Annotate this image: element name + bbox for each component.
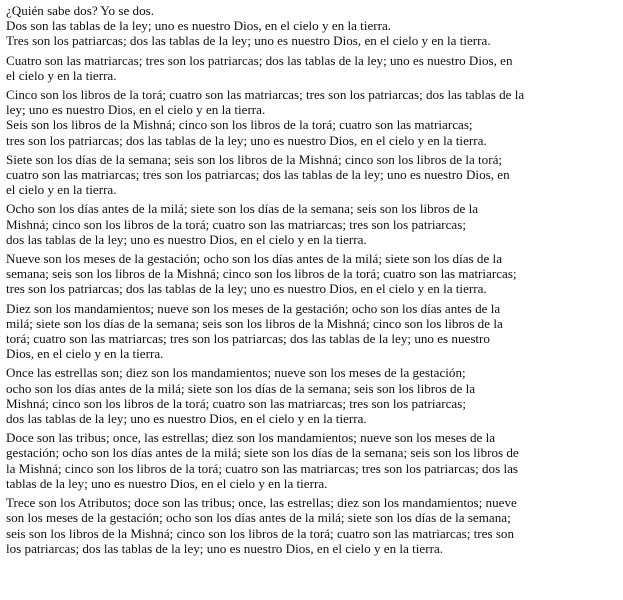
paragraph-line: Siete son los días de la semana; seis son los libros de la Mishná; cinco son los libros de la torá; (6, 151, 503, 167)
paragraph-line: tablas de la ley; uno es nuestro Dios, en el cielo y en la tierra. (6, 475, 328, 491)
paragraph-line: la Mishná; cinco son los libros de la torá; cuatro son las matriarcas; tres son los patriarcas; dos las (6, 460, 518, 476)
paragraph-line: Doce son las tribus; once, las estrellas; diez son los mandamientos; nueve son los meses de la (6, 430, 496, 446)
paragraph-line: los patriarcas; dos las tablas de la ley; uno es nuestro Dios, en el cielo y en la tierra. (6, 540, 444, 556)
paragraph-line: Once las estrellas son; diez son los mandamientos; nueve son los meses de la gestación; (6, 365, 466, 381)
paragraph-line: dos las tablas de la ley; uno es nuestro Dios, en el cielo y en la tierra. (6, 231, 367, 247)
paragraph (6, 18, 614, 33)
paragraph-line: milá; siete son los días de la semana; seis son los libros de la Mishná; cinco son los libros de la (6, 315, 503, 331)
document-body (6, 3, 614, 556)
paragraph-line: Mishná; cinco son los libros de la torá; cuatro son las matriarcas; tres son los patriarcas; (6, 216, 466, 232)
paragraph-line: Mishná; cinco son los libros de la torá; cuatro son las matriarcas; tres son los patriarcas; (6, 395, 466, 411)
paragraph-line: tres son los patriarcas; dos las tablas de la ley; uno es nuestro Dios, en el cielo y en la tierra. (6, 132, 487, 148)
paragraph-line: Diez son los mandamientos; nueve son los meses de la gestación; ocho son los días antes de la (6, 300, 501, 316)
paragraph-line: semana; seis son los libros de la Mishná; cinco son los libros de la torá; cuatro son las matriarcas; (6, 266, 517, 282)
paragraph-line: Cuatro son las matriarcas; tres son los patriarcas; dos las tablas de la ley; uno es nuestro Dios, en (6, 52, 513, 68)
paragraph-line: el cielo y en la tierra. (6, 182, 117, 198)
paragraph-line: Seis son los libros de la Mishná; cinco son los libros de la torá; cuatro son las matriarcas; (6, 117, 473, 133)
paragraph (6, 53, 614, 83)
paragraph-line: gestación; ocho son los días antes de la milá; siete son los días de la semana; seis son los libros de (6, 445, 519, 461)
paragraph (6, 301, 614, 362)
paragraph (6, 87, 614, 117)
paragraph (6, 495, 614, 556)
paragraph-line: torá; cuatro son las matriarcas; tres son los patriarcas; dos las tablas de la ley; uno es nuestro (6, 331, 490, 347)
paragraph-line: ley; uno es nuestro Dios, en el cielo y en la tierra. (6, 102, 266, 118)
paragraph-line: Ocho son los días antes de la milá; siete son los días de la semana; seis son los libros de la (6, 201, 479, 217)
paragraph (6, 251, 614, 297)
paragraph (6, 430, 614, 491)
paragraph-line: son los meses de la gestación; ocho son los días antes de la milá; siete son los días de la semana; (6, 510, 511, 526)
paragraph-line: Nueve son los meses de la gestación; ocho son los días antes de la milá; siete son los días de la (6, 251, 503, 267)
paragraph-line: ocho son los días antes de la milá; siete son los días de la semana; seis son los libros de la (6, 380, 476, 396)
paragraph (6, 365, 614, 426)
paragraph (6, 152, 614, 198)
title-line-paragraph (6, 3, 614, 18)
paragraph-line: Trece son los Atributos; doce son las tribus; once, las estrellas; diez son los mandamientos; nueve (6, 495, 517, 511)
paragraph-line: Tres son los patriarcas; dos las tablas de la ley; uno es nuestro Dios, en el cielo y en la tierra. (6, 33, 491, 49)
paragraph-line: Dios, en el cielo y en la tierra. (6, 346, 164, 362)
paragraph-list (6, 18, 614, 556)
paragraph-line: Cinco son los libros de la torá; cuatro son las matriarcas; tres son los patriarcas; dos las tablas de la (6, 87, 525, 103)
paragraph (6, 201, 614, 247)
paragraph (6, 33, 614, 48)
paragraph-line: Dos son las tablas de la ley; uno es nuestro Dios, en el cielo y en la tierra. (6, 18, 392, 34)
paragraph-line: cuatro son las matriarcas; tres son los patriarcas; dos las tablas de la ley; uno es nuestro Dios, en (6, 167, 510, 183)
paragraph-line: el cielo y en la tierra. (6, 67, 117, 83)
paragraph-line: seis son los libros de la Mishná; cinco son los libros de la torá; cuatro son las matriarcas; tres son (6, 525, 515, 541)
paragraph-line: dos las tablas de la ley; uno es nuestro Dios, en el cielo y en la tierra. (6, 411, 367, 427)
paragraph (6, 117, 614, 147)
title-line: ¿Quién sabe dos? Yo se dos. (6, 3, 155, 18)
paragraph-line: tres son los patriarcas; dos las tablas de la ley; uno es nuestro Dios, en el cielo y en la tierra. (6, 281, 487, 297)
